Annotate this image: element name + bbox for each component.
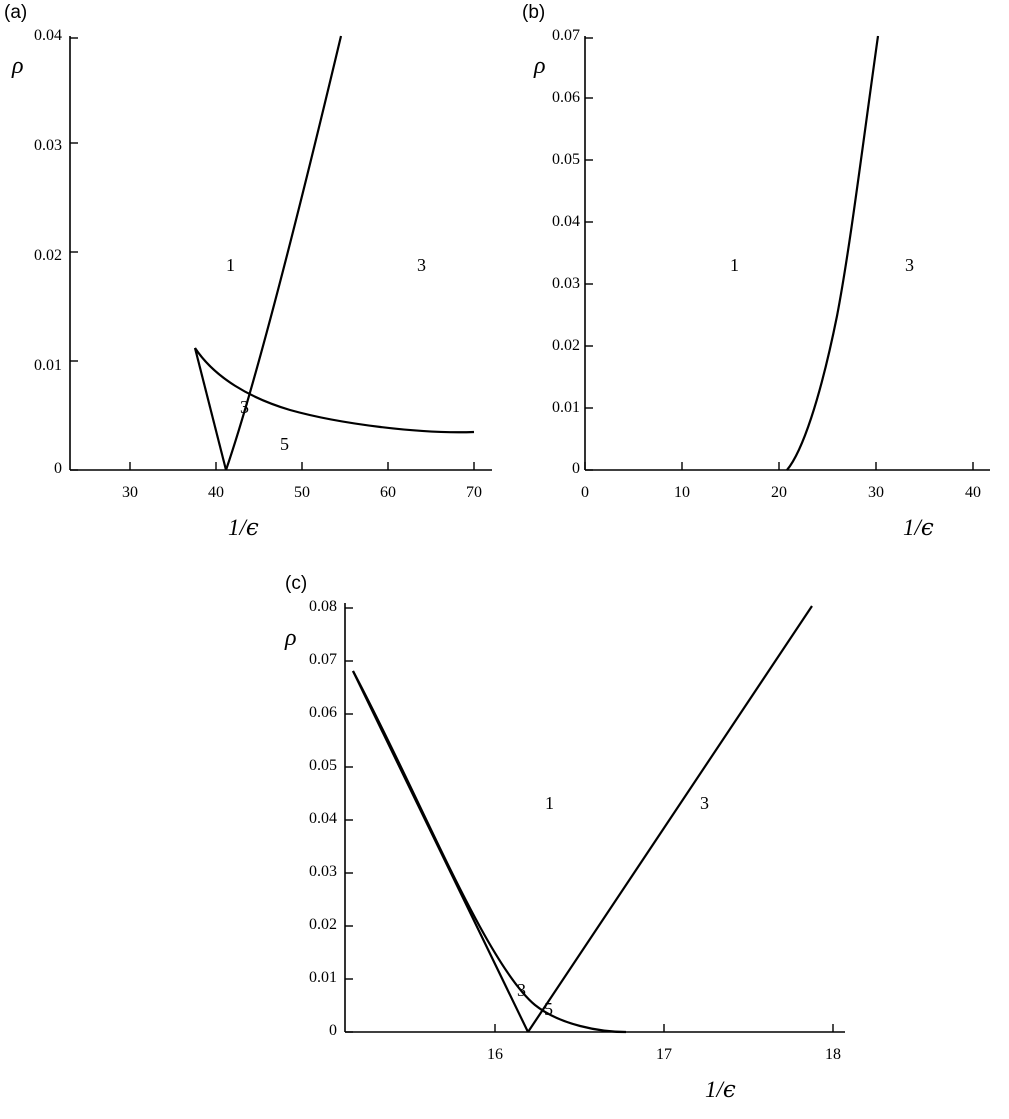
panel-c-ytick-8: 0.08 <box>309 598 337 615</box>
panel-c-ytick-2: 0.02 <box>309 916 337 933</box>
panel-c-ytick-5: 0.05 <box>309 757 337 774</box>
panel-b-xtick-4: 40 <box>965 484 981 501</box>
panel-a-plot <box>0 0 510 560</box>
panel-b-ytick-5: 0.05 <box>552 151 580 168</box>
panel-c-tag: (c) <box>285 573 308 594</box>
panel-a-xtick-2: 50 <box>294 484 310 501</box>
panel-a-xtick-1: 40 <box>208 484 224 501</box>
panel-b-xtick-2: 20 <box>771 484 787 501</box>
panel-b-xtick-0: 0 <box>581 484 589 501</box>
panel-a-xtick-0: 30 <box>122 484 138 501</box>
panel-a-tag: (a) <box>4 2 28 23</box>
panel-b-ytick-3: 0.03 <box>552 275 580 292</box>
panel-a-ytick-4: 0.04 <box>34 27 62 44</box>
panel-c-ytick-0: 0 <box>329 1022 337 1039</box>
panel-c-ylabel: ρ <box>285 625 297 651</box>
panel-b-region-3: 3 <box>905 255 914 275</box>
panel-b-tag: (b) <box>522 2 546 23</box>
panel-b-xlabel: 1/ϵ <box>903 515 934 541</box>
panel-c-ytick-1: 0.01 <box>309 969 337 986</box>
panel-a-region-3-upper: 3 <box>417 255 426 275</box>
panel-a <box>0 0 510 560</box>
panel-b-ytick-2: 0.02 <box>552 337 580 354</box>
panel-c-region-5: 5 <box>544 999 553 1019</box>
panel-a-xtick-3: 60 <box>380 484 396 501</box>
panel-c-ytick-7: 0.07 <box>309 651 337 668</box>
panel-c-ytick-6: 0.06 <box>309 704 337 721</box>
panel-b-ytick-4: 0.04 <box>552 213 580 230</box>
panel-a-xlabel: 1/ϵ <box>228 515 259 541</box>
panel-a-ytick-3: 0.03 <box>34 137 62 154</box>
panel-a-ytick-0: 0 <box>54 460 62 477</box>
panel-a-region-3-lower: 3 <box>240 397 249 417</box>
panel-c-xtick-2: 18 <box>825 1046 841 1063</box>
panel-b-ytick-1: 0.01 <box>552 399 580 416</box>
panel-b-xtick-1: 10 <box>674 484 690 501</box>
panel-a-region-1: 1 <box>226 255 235 275</box>
panel-c-region-3-lower: 3 <box>517 980 526 1000</box>
panel-a-ylabel: ρ <box>12 53 24 79</box>
panel-c-xlabel: 1/ϵ <box>705 1077 736 1103</box>
panel-b-region-1: 1 <box>730 255 739 275</box>
panel-c-xtick-1: 17 <box>656 1046 672 1063</box>
panel-c <box>245 565 855 1119</box>
panel-b-ylabel: ρ <box>534 53 546 79</box>
panel-b-ytick-7: 0.07 <box>552 27 580 44</box>
panel-c-ytick-4: 0.04 <box>309 810 337 827</box>
panel-a-xtick-4: 70 <box>466 484 482 501</box>
panel-c-plot <box>245 565 855 1119</box>
panel-b-xtick-3: 30 <box>868 484 884 501</box>
panel-c-region-3-upper: 3 <box>700 793 709 813</box>
panel-c-region-1: 1 <box>545 793 554 813</box>
panel-b <box>510 0 1009 560</box>
panel-b-plot <box>510 0 1009 560</box>
panel-c-ytick-3: 0.03 <box>309 863 337 880</box>
panel-a-region-5: 5 <box>280 434 289 454</box>
panel-a-ytick-1: 0.01 <box>34 357 62 374</box>
panel-b-ytick-0: 0 <box>572 460 580 477</box>
panel-b-ytick-6: 0.06 <box>552 89 580 106</box>
panel-a-ytick-2: 0.02 <box>34 247 62 264</box>
panel-c-xtick-0: 16 <box>487 1046 503 1063</box>
